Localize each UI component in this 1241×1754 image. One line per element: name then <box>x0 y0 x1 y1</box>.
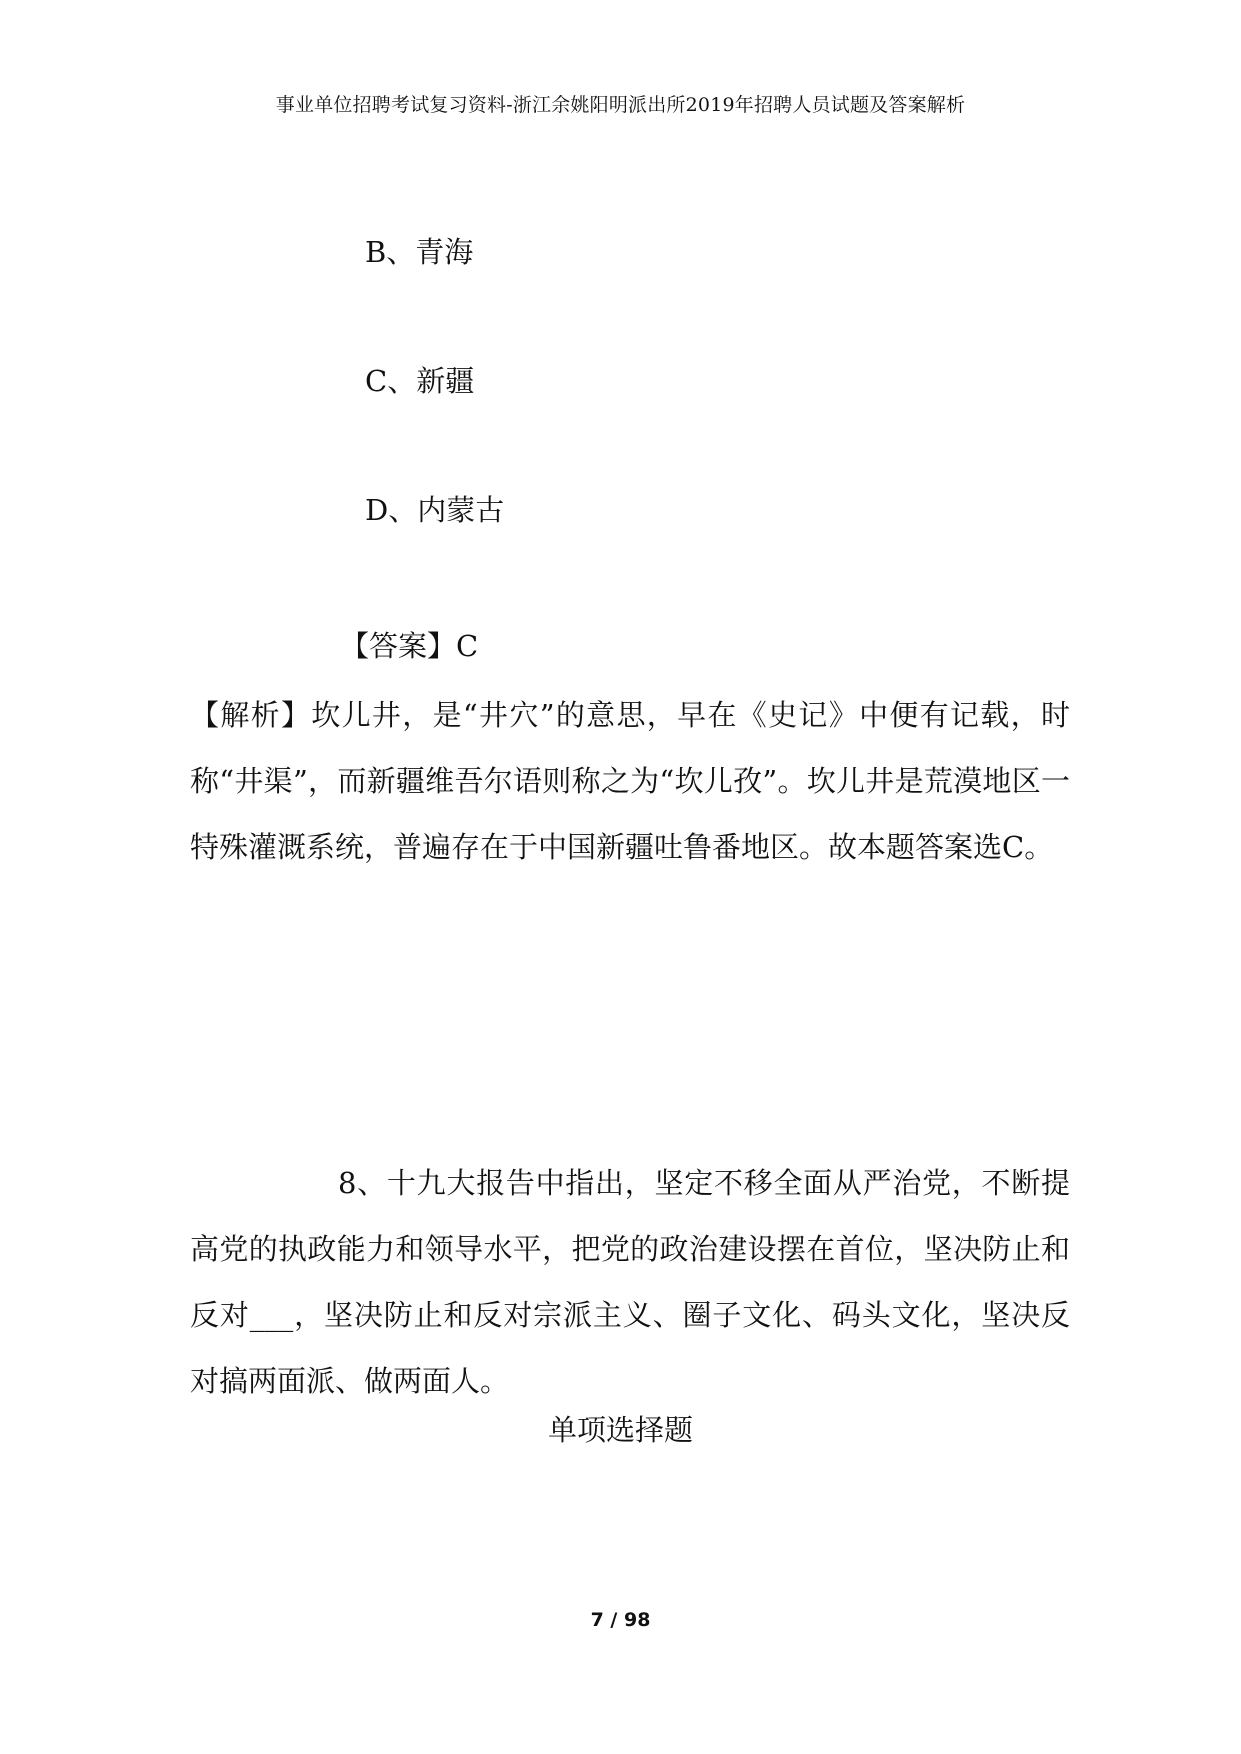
question-8-text <box>190 1150 1070 1414</box>
answer-line: 【答案】C <box>340 629 479 663</box>
option-c: C、新疆 <box>365 364 475 398</box>
explanation-paragraph: 【解析】坎儿井，是“井穴”的意思，早在《史记》中便有记载，时称“井渠”，而新疆维吾尔语则称之为“坎儿孜”。坎儿井是荒漠地区一特殊灌溉系统，普遍存在于中国新疆吐鲁番地区。故本题答案选C。 <box>190 698 1070 864</box>
page-number: 7 / 98 <box>590 1609 651 1631</box>
page-header: 事业单位招聘考试复习资料-浙江余姚阳明派出所2019年招聘人员试题及答案解析 <box>275 94 966 116</box>
question-type-label: 单项选择题 <box>547 1413 693 1447</box>
question-8-body: 8、十九大报告中指出，坚定不移全面从严治党，不断提高党的执政能力和领导水平，把党的政治建设摆在首位，坚决防止和反对___，坚决防止和反对宗派主义、圈子文化、码头文化，坚决反对搞两面派、做两面人。 <box>190 1166 1070 1398</box>
option-d: D、内蒙古 <box>365 493 505 527</box>
option-b: B、青海 <box>365 235 474 269</box>
